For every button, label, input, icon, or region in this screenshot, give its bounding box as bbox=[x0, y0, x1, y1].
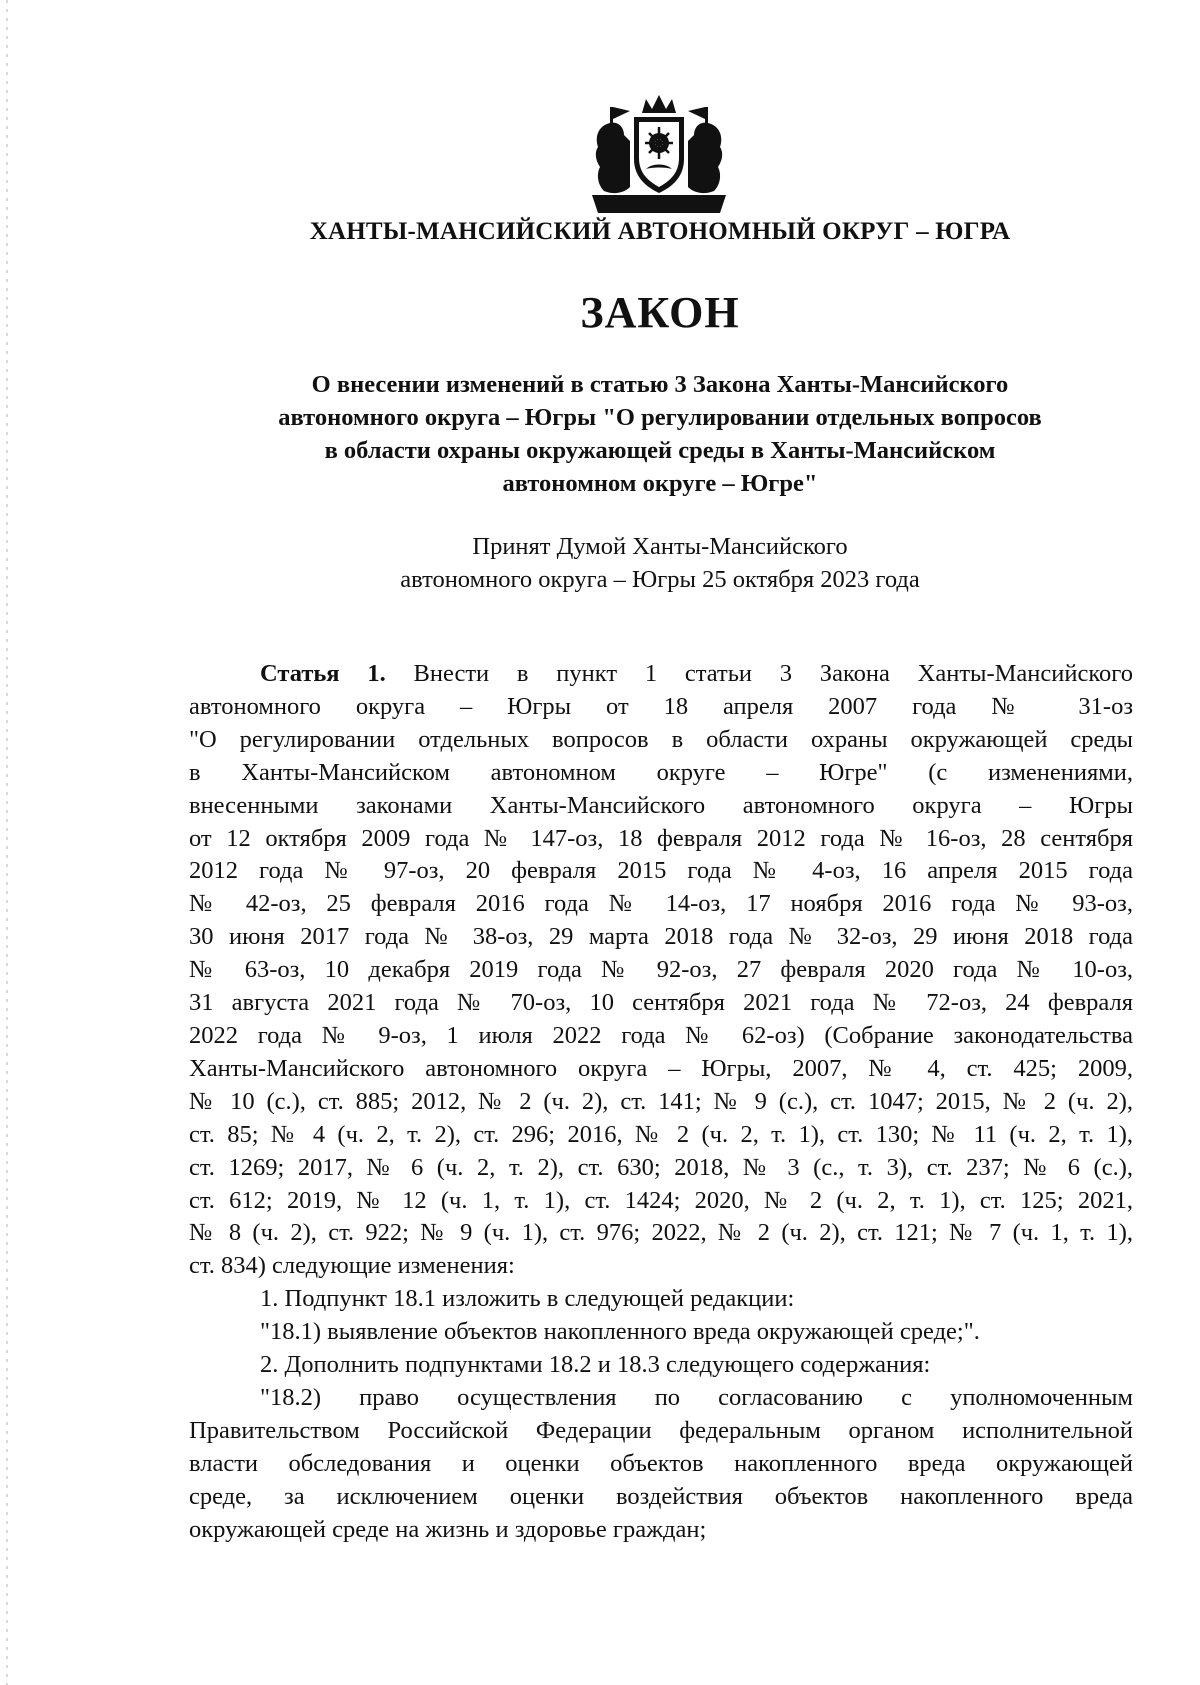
article-line: автономного округа – Югры от 18 апреля 2007 года № 31-оз bbox=[189, 692, 1133, 720]
article-line: № 8 (ч. 2), ст. 922; № 9 (ч. 1), ст. 976; 2022, № 2 (ч. 2), ст. 121; № 7 (ч. 1, т. 1), bbox=[189, 1219, 1133, 1247]
article-line: внесенными законами Ханты-Мансийского автономного округа – Югры bbox=[189, 791, 1133, 819]
article-line: ст. 612; 2019, № 12 (ч. 1, т. 1), ст. 1424; 2020, № 2 (ч. 2, т. 1), ст. 125; 2021, bbox=[189, 1186, 1133, 1214]
article-line: 2022 года № 9-оз, 1 июля 2022 года № 62-оз) (Собрание законодательства bbox=[189, 1021, 1133, 1049]
region-name: ХАНТЫ-МАНСИЙСКИЙ АВТОНОМНЫЙ ОКРУГ – ЮГРА bbox=[309, 218, 1011, 245]
article-line: № 42-оз, 25 февраля 2016 года № 14-оз, 17 ноября 2016 года № 93-оз, bbox=[189, 890, 1133, 918]
article-line: 30 июня 2017 года № 38-оз, 29 марта 2018 года № 32-оз, 29 июня 2018 года bbox=[189, 923, 1133, 951]
adoption-line: Принят Думой Ханты-Мансийского bbox=[472, 533, 848, 560]
article-line: Ханты-Мансийского автономного округа – Югры, 2007, № 4, ст. 425; 2009, bbox=[189, 1054, 1133, 1082]
amendment-item-1-text: "18.1) выявление объектов накопленного вреда окружающей среде;". bbox=[260, 1318, 980, 1346]
article-line: в Ханты-Мансийском автономном округе – Югре" (с изменениями, bbox=[189, 758, 1133, 786]
article-line: № 63-оз, 10 декабря 2019 года № 92-оз, 27 февраля 2020 года № 10-оз, bbox=[189, 956, 1133, 984]
amendment-text-line: власти обследования и оценки объектов накопленного вреда окружающей bbox=[189, 1449, 1133, 1477]
amendment-item-2-text: "18.2) право осуществления по согласованию с уполномоченным bbox=[260, 1383, 1133, 1411]
amendment-text-line: Правительством Российской Федерации федеральным органом исполнительной bbox=[189, 1416, 1133, 1444]
coat-of-arms-emblem bbox=[590, 95, 728, 215]
article-line: ст. 1269; 2017, № 6 (ч. 2, т. 2), ст. 630; 2018, № 3 (с., т. 3), ст. 237; № 6 (с.), bbox=[189, 1153, 1133, 1181]
article-text: Внести в пункт 1 статьи 3 Закона Ханты-Мансийского bbox=[385, 660, 1133, 687]
amendment-item-1: 1. Подпункт 18.1 изложить в следующей редакции: bbox=[260, 1285, 795, 1313]
article-line: 31 августа 2021 года № 70-оз, 10 сентября 2021 года № 72-оз, 24 февраля bbox=[189, 989, 1133, 1017]
law-title-line: автономном округе – Югре" bbox=[502, 470, 818, 497]
amendment-text-line: среде, за исключением оценки воздействия объектов накопленного вреда bbox=[189, 1482, 1133, 1510]
article-line: ст. 834) следующие изменения: bbox=[189, 1252, 515, 1280]
adoption-note bbox=[195, 530, 1125, 596]
article-line: от 12 октября 2009 года № 147-оз, 18 февраля 2012 года № 16-оз, 28 сентября bbox=[189, 824, 1133, 852]
article-line: № 10 (с.), ст. 885; 2012, № 2 (ч. 2), ст. 141; № 9 (с.), ст. 1047; 2015, № 2 (ч. 2), bbox=[189, 1087, 1133, 1115]
document-type: ЗАКОН bbox=[580, 288, 740, 337]
amendment-item-2: 2. Дополнить подпунктами 18.2 и 18.3 следующего содержания: bbox=[260, 1351, 931, 1379]
amendment-text-line: окружающей среде на жизнь и здоровье граждан; bbox=[189, 1515, 707, 1543]
article-line: "О регулировании отдельных вопросов в области охраны окружающей среды bbox=[189, 725, 1133, 753]
article-line: ст. 85; № 4 (ч. 2, т. 2), ст. 296; 2016, № 2 (ч. 2, т. 1), ст. 130; № 11 (ч. 2, т. 1), bbox=[189, 1120, 1133, 1148]
adoption-line: автономного округа – Югры 25 октября 2023 года bbox=[400, 566, 920, 593]
article-1 bbox=[189, 658, 1133, 1546]
law-title bbox=[195, 368, 1125, 500]
article-label: Статья 1. bbox=[260, 660, 386, 687]
article-1-first-line bbox=[189, 658, 1133, 691]
law-title-line: автономного округа – Югры "О регулировании отдельных вопросов bbox=[278, 404, 1042, 431]
law-title-line: О внесении изменений в статью 3 Закона Ханты-Мансийского bbox=[311, 371, 1009, 398]
law-title-line: в области охраны окружающей среды в Ханты-Мансийском bbox=[324, 437, 996, 464]
article-line: 2012 года № 97-оз, 20 февраля 2015 года № 4-оз, 16 апреля 2015 года bbox=[189, 857, 1133, 885]
